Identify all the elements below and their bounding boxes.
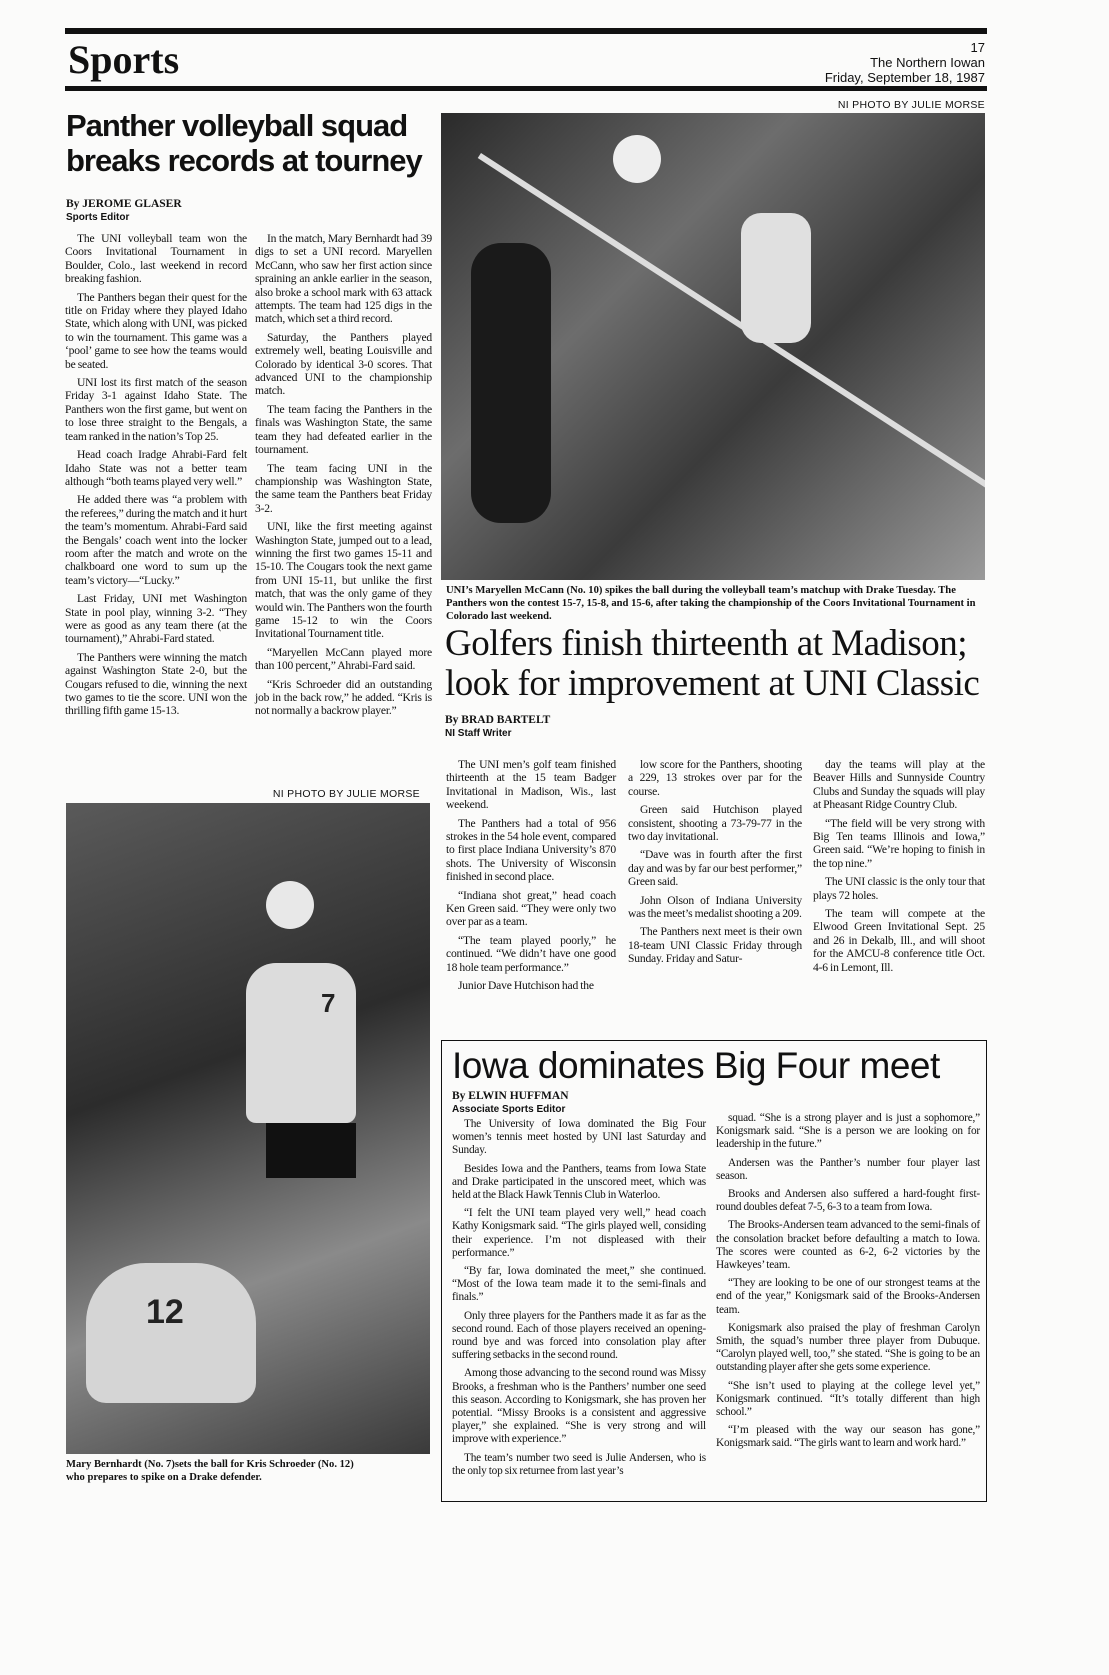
- paragraph: “By far, Iowa dominated the meet,” she continued. “Most of the Iowa team made it to the semi-finals and finals.”: [452, 1265, 706, 1304]
- author: By ELWIN HUFFMAN: [452, 1090, 569, 1102]
- paragraph: Last Friday, UNI met Washington State in pool play, winning 3-2. “They were as good as any team there (at the tournament),” Ahrabi-Fard stated.: [65, 592, 247, 646]
- paragraph: low score for the Panthers, shooting a 229, 13 strokes over par for the course.: [628, 758, 802, 798]
- issue-date: Friday, September 18, 1987: [824, 70, 985, 85]
- paragraph: The Brooks-Andersen team advanced to the semi-finals of the consolation bracket before defaulting a match to Iowa. The scores were counted as 6-2, 6-2 victories by the Hawkeyes’ team.: [716, 1219, 980, 1272]
- paragraph: “Dave was in fourth after the first day and was by far our best performer,” Green said.: [628, 848, 802, 889]
- iowa-byline: [452, 1090, 569, 1116]
- paragraph: The University of Iowa dominated the Big Four women’s tennis meet hosted by UNI last Saturday and Sunday.: [452, 1118, 706, 1157]
- volleyball: [613, 135, 661, 183]
- iowa-headline: Iowa dominates Big Four meet: [452, 1045, 940, 1086]
- masthead-rule: [65, 86, 987, 91]
- paragraph: “They are looking to be one of our strongest teams at the end of the year,” Konigsmark said of the Brooks-Andersen team.: [716, 1277, 980, 1316]
- paragraph: The team facing UNI in the championship was Washington State, the same team the Panthers beat Friday 3-2.: [255, 461, 432, 515]
- volley-column-2: [255, 232, 432, 723]
- jersey-12: 12: [146, 1293, 184, 1331]
- paragraph: The team will compete at the Elwood Green Invitational Sept. 25 and 26 in Dekalb, Ill., and will shoot for the AMCU-8 conference title Oct. 4-6 in Lemont, Ill.: [813, 907, 985, 974]
- paragraph: The Panthers next meet is their own 18-team UNI Classic Friday through Sunday. Friday and Satur-: [628, 925, 802, 966]
- paragraph: In the match, Mary Bernhardt had 39 digs to set a UNI record. Maryellen McCann, who saw her first action since spraining an ankle earlier in the season, also broke a school mark with 63 attack attempts. The team had 125 digs in the match, which set a third record.: [255, 232, 432, 326]
- paragraph: Besides Iowa and the Panthers, teams from Iowa State and Drake participated in the unscored meet, which was held at the Black Hawk Tennis Club in Waterloo.: [452, 1162, 706, 1202]
- paragraph: Among those advancing to the second round was Missy Brooks, a freshman who is the Panthers’ number one seed this season. According to Konigsmark, she has proven her potential. “Missy Brooks is a consistent and aggressive player,” she explained. “She is very strong and will improve with experience.”: [452, 1367, 706, 1446]
- setter-photo: [66, 803, 430, 1454]
- paragraph: Junior Dave Hutchison had the: [458, 979, 594, 993]
- paragraph: squad. “She is a strong player and is just a sophomore,” Konigsmark said. “She is a person we are looking on for leadership in the future.”: [716, 1112, 980, 1151]
- setter-photo-caption: Mary Bernhardt (No. 7)sets the ball for Kris Schroeder (No. 12) who prepares to spike on a Drake defender.: [66, 1459, 354, 1483]
- page-number: 17: [970, 40, 985, 55]
- spike-photo: [441, 113, 985, 580]
- volley-byline: [66, 198, 182, 224]
- paragraph: “The team played poorly,” he continued. “We didn’t have one good 18 hole team performance.”: [446, 933, 616, 974]
- author: By BRAD BARTELT: [445, 714, 551, 726]
- paragraph: “Kris Schroeder did an outstanding job in the back row,” he added. “Kris is not normally a backrow player.”: [255, 677, 432, 718]
- paragraph: The team facing the Panthers in the finals was Washington State, the same team they had defeated earlier in the tournament.: [255, 402, 432, 457]
- player-10: [741, 213, 811, 343]
- paragraph: “I felt the UNI team played very well,” head coach Kathy Konigsmark said. “The girls played well, considing their experience. I’m not displeased with their performance.”: [452, 1207, 706, 1259]
- paragraph: The UNI classic is the only tour that plays 72 holes.: [813, 875, 985, 902]
- spike-photo-caption: UNI’s Maryellen McCann (No. 10) spikes the ball during the volleyball team’s matchup with Drake Tuesday. The Panthers won the contest 15-7, 15-8, and 15-6, after taking the championship of the Coors Invitational Tournament in Colorado last weekend.: [446, 585, 976, 622]
- author-title: NI Staff Writer: [445, 728, 512, 739]
- paragraph: He added there was “a problem with the referees,” during the match and it hurt the team’s momentum. Ahrabi-Fard said the Bengals’ coach went into the locker room after the match and wrote on the chalkboard one word to sum up the team’s victory—“Lucky.”: [65, 493, 247, 587]
- paragraph: Brooks and Andersen also suffered a hard-fought first-round doubles defeat 7-5, 6-3 to a team from Iowa.: [716, 1188, 980, 1214]
- player-7: [246, 963, 356, 1123]
- player-12: [86, 1263, 256, 1403]
- paragraph: The UNI volleyball team won the Coors Invitational Tournament in Boulder, Colo., last weekend in record breaking fashion.: [65, 232, 247, 286]
- golf-byline: [445, 714, 550, 740]
- paragraph: The Panthers began their quest for the title on Friday where they played Idaho State, which along with UNI, was picked to win the tournament. This game was a ‘pool’ game to see how the teams would be seated.: [65, 290, 247, 371]
- golf-headline: Golfers finish thirteenth at Madison; look for improvement at UNI Classic: [445, 623, 980, 704]
- top-rule: [65, 28, 987, 34]
- iowa-column-2: [716, 1112, 980, 1456]
- volleyball: [266, 881, 314, 929]
- paragraph: “I’m pleased with the way our season has gone,” Konigsmark said. “The girls want to learn and work hard.”: [716, 1424, 980, 1450]
- top-photo-credit: NI PHOTO BY JULIE MORSE: [837, 99, 985, 111]
- golf-column-2: [628, 758, 802, 971]
- paragraph: “Indiana shot great,” head coach Ken Green said. “They were only two over par as a team.: [446, 888, 616, 929]
- paragraph: The UNI men’s golf team finished thirteenth at the 15 team Badger Invitational in Madison, Wis., last weekend.: [446, 758, 616, 812]
- paragraph: John Olson of Indiana University was the meet’s medalist shooting a 209.: [628, 893, 802, 921]
- net: [478, 153, 985, 507]
- paragraph: “The field will be very strong with Big Ten teams Illinois and Iowa,” Green said. “We’re hoping to finish in the top nine.”: [813, 816, 985, 870]
- paragraph: “Maryellen McCann played more than 100 percent,” Ahrabi-Fard said.: [255, 645, 432, 673]
- golf-column-3: [813, 758, 985, 979]
- paragraph: Konigsmark also praised the play of freshman Carolyn Smith, the squad’s number three player from Dubuque. “Carolyn played well, too,” she stated. “She is going to be an outstanding player after she gets some experience.: [716, 1321, 980, 1374]
- paragraph: “She isn’t used to playing at the college level yet,” Konigsmark continued. “It’s totally different than high school.”: [716, 1379, 980, 1419]
- paragraph: UNI lost its first match of the season Friday 3-1 against Idaho State. The Panthers won the first game, but went on to lose three straight to the Bengals, a team ranked in the nation’s Top 25.: [65, 376, 247, 443]
- author-title: Associate Sports Editor: [452, 1104, 566, 1115]
- paragraph: The Panthers were winning the match against Washington State 2-0, but the Cougars refused to die, winning the next two games to tie the score. UNI won the thrilling fifth game 15-13.: [65, 650, 247, 718]
- iowa-column-1: [452, 1118, 706, 1483]
- jersey-7: 7: [321, 988, 336, 1018]
- paragraph: Saturday, the Panthers played extremely well, beating Louisville and Colorado by identical 3-0 scores. That advanced UNI to the championship match.: [255, 330, 432, 398]
- volley-headline: Panther volleyball squad breaks records at tourney: [66, 108, 422, 178]
- paragraph: Head coach Iradge Ahrabi-Fard felt Idaho State was not a better team although “both teams played very well.”: [65, 448, 247, 488]
- paragraph: Andersen was the Panther’s number four player last season.: [716, 1156, 980, 1182]
- paragraph: The team’s number two seed is Julie Andersen, who is the only top six returnee from last year’s: [452, 1451, 706, 1477]
- paragraph: Green said Hutchison played consistent, shooting a 73-79-77 in the two day invitational.: [628, 803, 802, 844]
- author-title: Sports Editor: [66, 212, 130, 223]
- golf-column-1: [446, 758, 616, 998]
- photo-credit: NI PHOTO BY JULIE MORSE: [272, 788, 420, 800]
- paragraph: Only three players for the Panthers made it as far as the second round. Each of those players received an opening-round bye and was forced into consolation play after suffering setbacks in the second round.: [452, 1309, 706, 1362]
- masthead-info: [825, 40, 985, 85]
- section-title: Sports: [68, 37, 180, 82]
- author: By JEROME GLASER: [66, 198, 182, 210]
- paper-name: The Northern Iowan: [870, 55, 985, 70]
- shorts: [266, 1123, 356, 1178]
- paragraph: The Panthers had a total of 956 strokes in the 54 hole event, compared to first place Indiana University’s 870 shots. The University of Wisconsin finished in second place.: [446, 816, 616, 884]
- paragraph: day the teams will play at the Beaver Hills and Sunnyside Country Clubs and Sunday the squads will play at Pheasant Ridge Country Club.: [813, 758, 985, 812]
- volley-column-1: [65, 232, 247, 723]
- defender: [471, 243, 551, 523]
- paragraph: UNI, like the first meeting against Washington State, jumped out to a lead, winning the first two games 15-11 and 15-10. The Cougars took the next game from UNI 15-11, but unlike the first match, that was the only game of they would win. The Panthers won the fourth game 15-12 to win the Coors Invitational Tournament title.: [255, 520, 432, 641]
